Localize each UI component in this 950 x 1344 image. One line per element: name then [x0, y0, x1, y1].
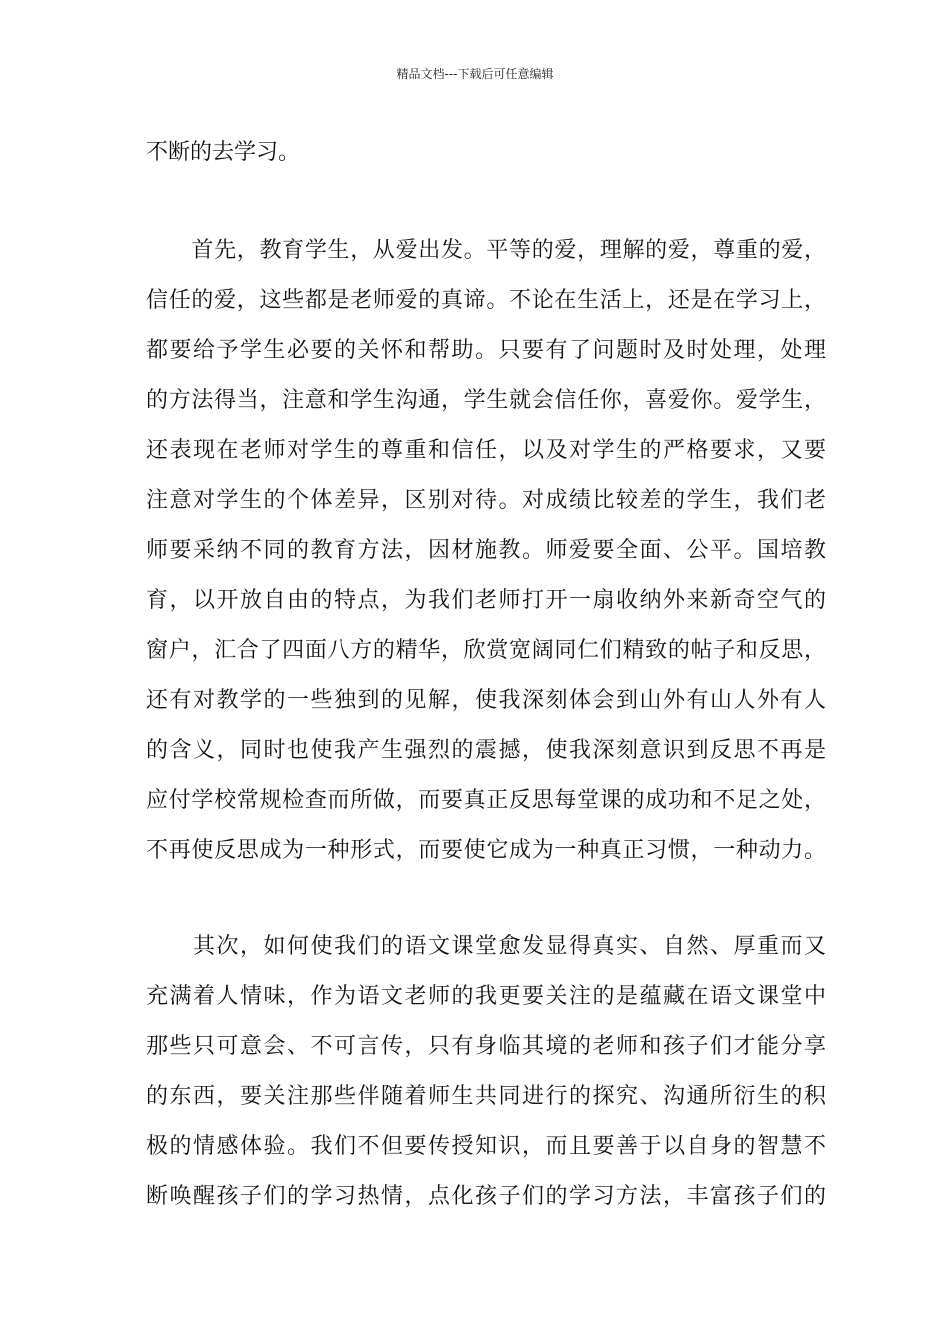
paragraph-line: 应付学校常规检查而所做，而要真正反思每堂课的成功和不足之处， — [146, 788, 826, 813]
paragraph-line: 注意对学生的个体差异，区别对待。对成绩比较差的学生，我们老 — [146, 488, 826, 513]
paragraph-line: 断唤醒孩子们的学习热情，点化孩子们的学习方法，丰富孩子们的 — [146, 1184, 826, 1209]
page-header: 精品文档---下载后可任意编辑 — [396, 67, 554, 81]
paragraph-line: 育，以开放自由的特点，为我们老师打开一扇收纳外来新奇空气的 — [146, 588, 826, 613]
paragraph-line: 信任的爱，这些都是老师爱的真谛。不论在生活上，还是在学习上， — [146, 288, 826, 313]
paragraph-line: 充满着人情味，作为语文老师的我更要关注的是蕴藏在语文课堂中 — [146, 984, 826, 1009]
paragraph-line: 师要采纳不同的教育方法，因材施教。师爱要全面、公平。国培教 — [146, 538, 826, 563]
paragraph-3 — [146, 922, 826, 1222]
paragraph-line: 首先，教育学生，从爱出发。平等的爱，理解的爱，尊重的爱， — [146, 238, 826, 263]
paragraph-line: 窗户，汇合了四面八方的精华，欣赏宽阔同仁们精致的帖子和反思， — [146, 638, 826, 663]
paragraph-line: 那些只可意会、不可言传，只有身临其境的老师和孩子们才能分享 — [146, 1034, 826, 1059]
paragraph-line: 的含义，同时也使我产生强烈的震撼，使我深刻意识到反思不再是 — [146, 738, 826, 763]
paragraph-line: 的方法得当，注意和学生沟通，学生就会信任你，喜爱你。爱学生， — [146, 388, 826, 413]
paragraph-line: 极的情感体验。我们不但要传授知识，而且要善于以自身的智慧不 — [146, 1134, 826, 1159]
paragraph-line: 不再使反思成为一种形式，而要使它成为一种真正习惯，一种动力。 — [146, 838, 826, 863]
paragraph-line: 还表现在老师对学生的尊重和信任，以及对学生的严格要求，又要 — [146, 438, 826, 463]
paragraph-line: 都要给予学生必要的关怀和帮助。只要有了问题时及时处理，处理 — [146, 338, 826, 363]
paragraph-line: 还有对教学的一些独到的见解，使我深刻体会到山外有山人外有人 — [146, 688, 826, 713]
paragraph-2 — [146, 226, 826, 876]
paragraph-line: 其次，如何使我们的语文课堂愈发显得真实、自然、厚重而又 — [146, 934, 826, 959]
paragraph-line: 不断的去学习。 — [146, 140, 301, 165]
paragraph-line: 的东西，要关注那些伴随着师生共同进行的探究、沟通所衍生的积 — [146, 1084, 826, 1109]
paragraph-1 — [146, 128, 826, 178]
